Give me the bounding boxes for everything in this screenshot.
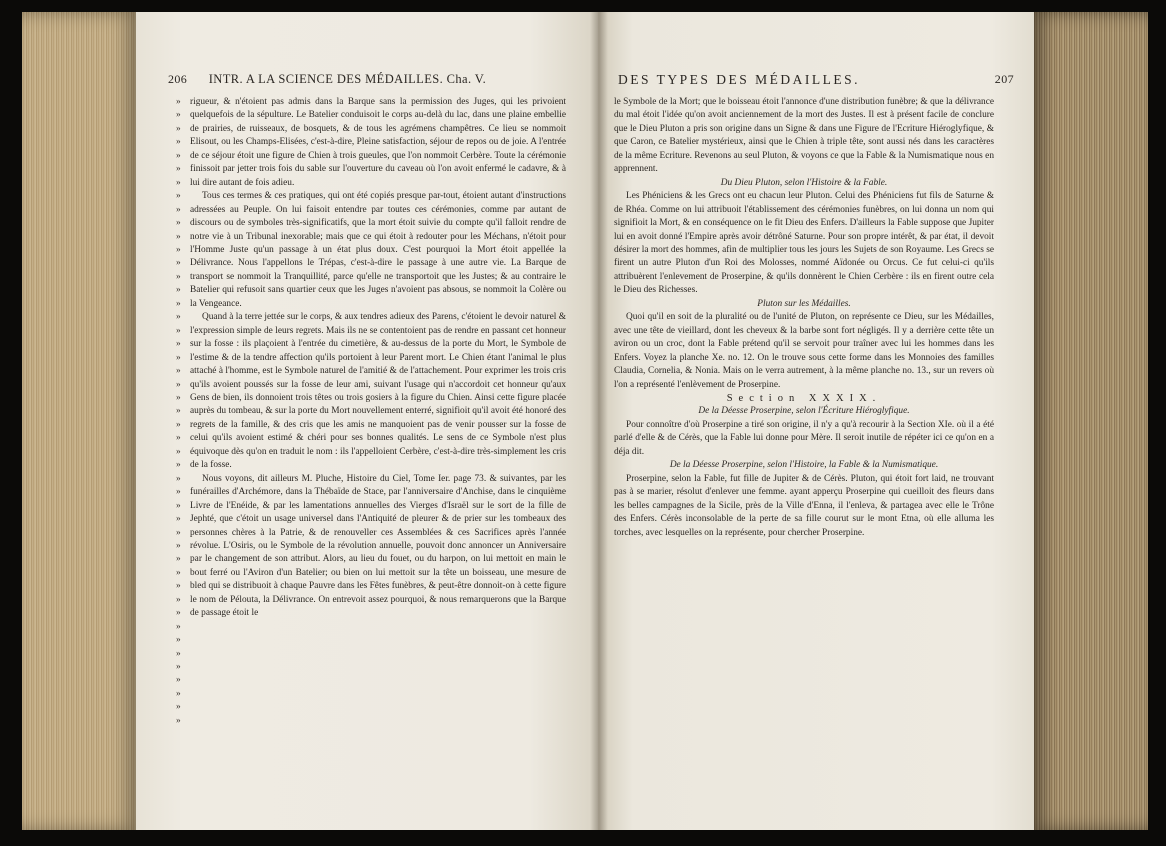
left-page-header <box>168 72 486 87</box>
left-paragraph-3: Quand à la terre jettée sur le corps, & aux tendres adieux des Parens, c'étoient le devoir naturel & l'expression simple de leurs regrets. Mais ils ne se contentoient pas de rendre en passant cet honneur sur la fosse : ils plaçoient à l'entrée du cimetière, & au-dessus de la porte du Mort, le Symbole de l'estime & de la tendre affection qu'ils portoient à leur Parent mort. Le Chien étant l'animal le plus attaché à l'homme, est le Symbole naturel de l'amitié & de l'attachement. Pour exprimer les trois cris qu'ils avoient poussés sur la fosse de leur ami, suivant l'usage qui n'accordoit cet honneur qu'aux Gens de bien, ils donnoient trois têtes ou trois gosiers à la figure du Chien. Ainsi cette figure placée auprès du tombeau, & sur la porte du Mort nouvellement enterré, signifioit qu'il avoit été honoré des regrets de la famille, & des cris que les amis ne manquoient pas de venir pousser sur la fosse de celui qu'ils avoient estimé & chéri pour ses bonnes qualités. Le sens de ce Symbole n'est plus équivoque dès qu'on en traduit le nom : ils l'appelloient Cerbère, c'est-à-dire très-simplement les cris de la fosse. <box>190 312 566 471</box>
book-gutter <box>590 12 608 830</box>
right-page-number: 207 <box>994 72 1014 86</box>
heading-pluton-medailles: Pluton sur les Médailles. <box>757 298 851 309</box>
right-intro: le Symbole de la Mort; que le boisseau étoit l'annonce d'une distribution funèbre; & que la délivrance du mal étoit l'idée qu'on avoit anciennement de la mort des Justes. Il est à présent facile de conclure que le Dieu Pluton a pris son origine dans un Signe & dans une Figure de l'Ecriture Hiéroglyfique, & que Caron, ce Batelier mystérieux, ainsi que le Chien à triple tête, sont aussi nés dans les caractères de la même Ecriture. Revenons au seul Pluton, & voyons ce que la Fable & la Numismatique nous en apprennent. <box>614 97 994 175</box>
heading-pluton-histoire: Du Dieu Pluton, selon l'Histoire & la Fable. <box>720 177 888 188</box>
left-page-number: 206 <box>168 72 188 86</box>
left-paragraph-4: Nous voyons, dit ailleurs M. Pluche, Histoire du Ciel, Tome Ier. page 73. & suivantes, par les funérailles d'Archémore, dans la Thébaïde de Stace, par l'anniversaire d'Anchise, dans le cinquième Livre de l'Enéide, & par les lamentations annuelles des Vierges d'Israël sur le sort de la fille de Jephté, que c'étoit un usage universel dans l'Antiquité de pleurer & de prier sur les tombeaux des personnes chères à la Patrie, & de renouveller ces Assemblées & ces Sacrifices après l'année révolue. L'Osiris, ou le Symbole de la révolution annuelle, pouvoit donc annoncer un Anniversaire par le changement de son attribut. Alors, au lieu du fouet, ou du harpon, on lui mettoit en main le bout ferré ou l'Aviron d'un Batelier; ou bien on lui mettoit sur la tête un boisseau, une mesure de bled qui se distribuoit à chaque Pauvre dans les Fêtes funèbres, & peut-être donnoit-on à cette figure le nom de Pélouta, la Délivrance. On entrevoit assez pourquoi, & nous remarquerons que la Barque de passage étoit le <box>190 473 566 619</box>
right-paragraph-1: Les Phéniciens & les Grecs ont eu chacun leur Pluton. Celui des Phéniciens fut fils de Saturne & de Rhéa. Comme on lui attribuoit l'établissement des cérémonies funèbres, on lui donna un nom qui signifioit la Mort, & en conséquence on le fit Dieu des Enfers. D'ailleurs la Fable suppose que Jupiter lui en avoit donné l'Empire après avoir détrôné Saturne. Pour son propre intérêt, & par état, il devoit désirer la mort des hommes, afin de multiplier tous les jours les Sujets de son Royaume. Les Grecs se firent un autre Pluton d'un Roi des Molosses, nommé Aïdonée ou Orcus. Ce fut celui-ci qu'ils attribuèrent l'enlevement de Proserpine, & qu'ils donnèrent le Chien Cerbère : ils en firent outre cela le Dieu des Richesses. <box>614 191 994 296</box>
heading-proserpine-histoire: De la Déesse Proserpine, selon l'Histoire, la Fable & la Numismatique. <box>669 460 939 471</box>
page-edges-left <box>22 12 140 830</box>
quotation-marks-column: » » » » » » » » » » » » » » » » » » » » » » » » » » » » » » » » » » » » » » » » » » » » » » » <box>176 97 181 726</box>
right-page-body <box>614 96 994 540</box>
right-running-head: DES TYPES DES MÉDAILLES. <box>618 72 861 87</box>
right-paragraph-2: Quoi qu'il en soit de la pluralité ou de l'unité de Pluton, on représente ce Dieu, sur les Médailles, avec une tête de vieillard, dont les cheveux & la barbe sont fort négligés. Il y a derrière cette tête un aviron ou un croc, dont la Fable prétend qu'il se servoit pour traîner avec lui les hommes dans les Enfers. Voyez la planche Xe. no. 12. On le trouve sous cette forme dans les Monnoies des familles Claudia, Cornelia, & Nonia. Mais on le verra autrement, à la même planche no. 13., sur un revers où l'on a représenté l'enlèvement de Proserpine. <box>614 312 994 390</box>
right-paragraph-4: Proserpine, selon la Fable, fut fille de Jupiter & de Cérès. Pluton, qui étoit fort laid, ne trouvant pas à se marier, résolut d'enlever une femme. ayant apperçu Proserpine qui cueilloit des fleurs dans les belles campagnes de la Sicile, près de la Ville d'Enna, il l'enleva, & partagea avec elle le Trône des Enfers. Cérès inconsolable de la perte de sa fille courut sur le mont Etna, où elle alluma les torches, avec lesquelles on la représente, pour chercher Proserpine. <box>614 473 994 538</box>
right-paragraph-3: Pour connoître d'où Proserpine a tiré son origine, il n'y a qu'à recourir à la Section XIe. où il a été parlé d'elle & de Cérès, que la Fable lui donne pour Mère. Il seroit inutile de répéter ici ce qu'on en a déja dit. <box>614 419 994 457</box>
left-paragraph-1: rigueur, & n'étoient pas admis dans la Barque sans la permission des Juges, qui les privoient quelquefois de la sépulture. Le Batelier conduisoit le corps au-delà du lac, dans une plaine embellie de prairies, de ruisseaux, de bosquets, & de tous les agrémens champêtres. Ce lieu se nommoit Elisout, ou les Champs-Elisées, c'est-à-dire, Pleine satisfaction, séjour de repos ou de joie. A l'entrée de ce séjour étoit une figure de Chien à trois gueules, que l'on nommoit Cerbère. Toute la cérémonie finissoit par jetter trois fois du sable sur l'ouverture du caveau où l'on avoit enfermé le cadavre, & à lui dire autant de fois adieu. <box>190 97 566 188</box>
left-running-head: INTR. A LA SCIENCE DES MÉDAILLES. Cha. V. <box>208 72 487 86</box>
left-paragraph-2: Tous ces termes & ces pratiques, qui ont été copiés presque par-tout, étoient autant d'instructions adressées au Peuple. On lui faisoit entendre par toutes ces cérémonies, comme par autant de discours ou de symboles très-significatifs, que la mort étoit suivie du compte qu'il falloit rendre de notre vie à un Tribunal inexorable; mais que ce qui étoit à redouter pour les Méchans, n'étoit pour l'Homme Juste qu'un passage à un état plus doux. C'est pourquoi la Mort étoit appellée la Délivrance. Nous l'appellons le Trépas, c'est-à-dire le passage à une autre vie. La Barque de transport se nommoit la Tranquillité, parce qu'elle ne transportoit que les Justes; & au contraire le Batelier qui refusoit sans quartier ceux que les Juges n'avoient pas absous, se nommoit la Colère ou la Vengeance. <box>190 191 566 309</box>
page-edges-right <box>1030 12 1148 830</box>
heading-proserpine-hieroglyfique: De la Déesse Proserpine, selon l'Écriture Hiéroglyfique. <box>698 406 910 417</box>
section-title: Section XXXIX. <box>726 392 882 404</box>
left-page-body <box>190 96 566 621</box>
right-page-header <box>618 72 1014 88</box>
